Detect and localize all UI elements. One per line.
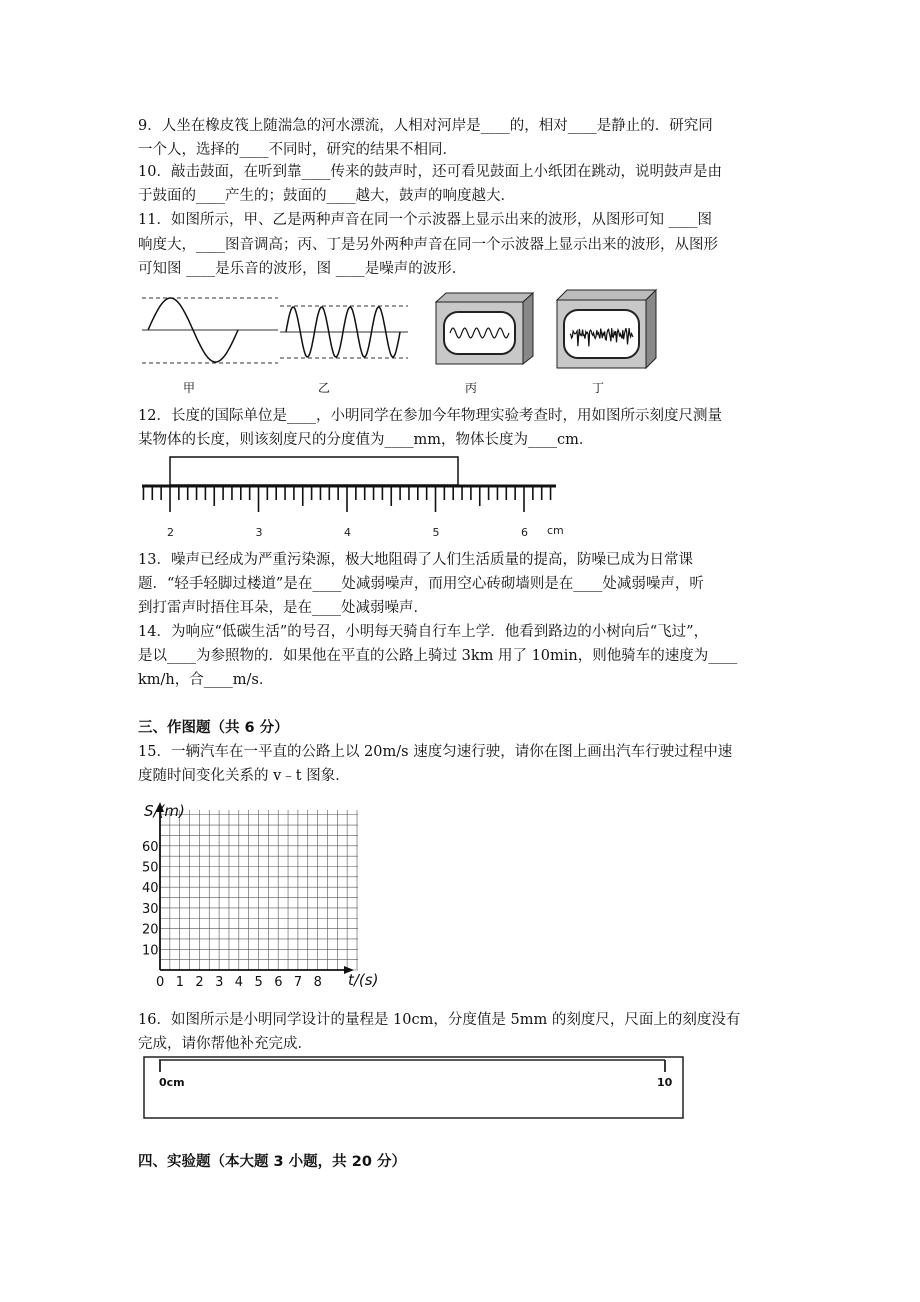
q16-line-1: 16．如图所示是小明同学设计的量程是 10cm，分度值是 5mm 的刻度尺，尺面上的刻度没有 — [138, 1012, 741, 1028]
q12-line-1: 12．长度的国际单位是____，小明同学在参加今年物理实验考查时，用如图所示刻度尺测量 — [138, 408, 722, 424]
q15-line-1: 15．一辆汽车在一平直的公路上以 20m/s 速度匀速行驶，请你在图上画出汽车行驶过程中速 — [138, 744, 733, 760]
y-tick-label: 60 — [142, 839, 159, 855]
q10-line-2: 于鼓面的____产生的；鼓面的____越大，鼓声的响度越大． — [138, 188, 515, 204]
q14-line-3: km/h，合____m/s． — [138, 672, 274, 688]
ruler-figure — [140, 452, 580, 544]
caption-yi: 乙 — [318, 381, 331, 395]
ruler-unit: cm — [547, 524, 564, 537]
y-tick-label: 10 — [142, 943, 159, 959]
caption-bing: 丙 — [465, 381, 478, 395]
x-tick-label: 0 — [156, 975, 165, 990]
y-tick-label: 30 — [142, 901, 159, 917]
blank-ruler-left-label: 0cm — [159, 1076, 185, 1089]
oscilloscope-ding — [557, 290, 656, 368]
y-tick-label: 20 — [142, 922, 159, 938]
y-axis-label: S/(m) — [144, 802, 185, 820]
caption-jia: 甲 — [183, 381, 196, 395]
q14-line-1: 14．为响应“低碳生活”的号召，小明每天骑自行车上学．他看到路边的小树向后“飞过”， — [138, 624, 709, 640]
ruler-label: 5 — [432, 526, 440, 539]
waveform-figure — [138, 288, 668, 398]
q11-line-3: 可知图 ____是乐音的波形，图 ____是噪声的波形． — [138, 261, 467, 277]
x-tick-label: 4 — [234, 975, 244, 990]
measured-object — [170, 457, 458, 485]
oscilloscope-bing — [436, 293, 533, 364]
q10-line-1: 10．敲击鼓面，在听到靠____传来的鼓声时，还可看见鼓面上小纸团在跳动，说明鼓声是由 — [138, 164, 722, 180]
q13-line-1: 13．噪声已经成为严重污染源，极大地阻碍了人们生活质量的提高，防噪已成为日常课 — [138, 552, 693, 568]
q13-line-3: 到打雷声时捂住耳朵，是在____处减弱噪声． — [138, 600, 428, 616]
q9-line-2: 一个人，选择的____不同时，研究的结果不相同． — [138, 142, 457, 158]
ruler-label: 3 — [255, 526, 263, 539]
x-tick-label: 2 — [195, 975, 204, 990]
waveform-jia — [142, 298, 278, 363]
blank-ruler-figure — [143, 1056, 685, 1120]
vt-graph — [138, 796, 378, 996]
q9-line-1: 9．人坐在橡皮筏上随湍急的河水漂流，人相对河岸是____的，相对____是静止的．研究同 — [138, 118, 713, 134]
x-tick-label: 7 — [293, 975, 303, 990]
x-tick-label: 6 — [274, 975, 283, 990]
x-tick-label: 1 — [175, 975, 184, 990]
ruler-label: 2 — [167, 526, 174, 539]
y-tick-label: 50 — [142, 860, 159, 876]
x-tick-label: 3 — [215, 975, 224, 990]
ruler-label: 6 — [521, 526, 528, 539]
q12-line-2: 某物体的长度，则该刻度尺的分度值为____mm，物体长度为____cm． — [138, 432, 594, 448]
y-tick-label: 40 — [142, 881, 159, 897]
blank-ruler-body — [144, 1057, 683, 1118]
section-4-heading: 四、实验题（本大题 3 小题，共 20 分） — [138, 1154, 406, 1170]
x-axis-label: t/(s) — [348, 971, 378, 989]
q14-line-2: 是以____为参照物的．如果他在平直的公路上骑过 3km 用了 10min，则他骑车的速度为____ — [138, 648, 738, 664]
blank-ruler-right-label: 10 — [657, 1076, 673, 1089]
x-tick-label: 8 — [313, 975, 322, 990]
x-tick-label: 5 — [254, 975, 263, 990]
q16-line-2: 完成，请你帮他补充完成． — [138, 1036, 312, 1052]
q11-line-2: 响度大，____图音调高；丙、丁是另外两种声音在同一个示波器上显示出来的波形，从图形 — [138, 237, 718, 253]
section-3-heading: 三、作图题（共 6 分） — [138, 720, 289, 736]
ruler-label: 4 — [344, 526, 351, 539]
caption-ding: 丁 — [592, 381, 605, 395]
q15-line-2: 度随时间变化关系的 v﹣t 图象． — [138, 768, 350, 784]
q13-line-2: 题．“轻手轻脚过楼道”是在____处减弱噪声，而用空心砖砌墙则是在____处减弱噪声，听 — [138, 576, 704, 592]
q11-line-1: 11．如图所示，甲、乙是两种声音在同一个示波器上显示出来的波形，从图形可知 ____图 — [138, 212, 713, 228]
waveform-yi — [280, 306, 408, 358]
